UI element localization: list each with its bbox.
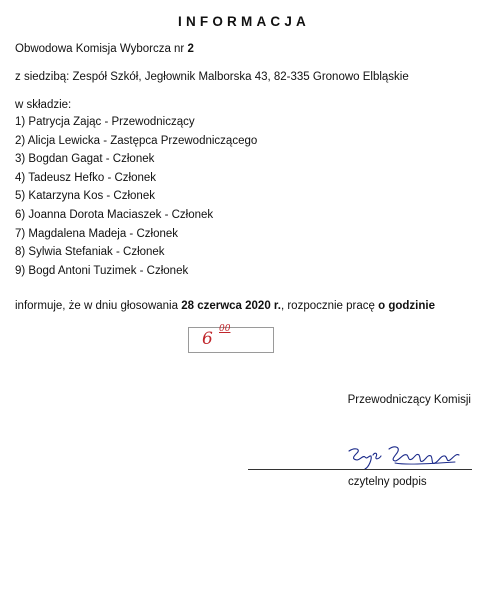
list-item: 9) Bogd Antoni Tuzimek - Członek — [15, 264, 189, 277]
inform-prefix: informuje, że w dniu głosowania — [15, 300, 182, 312]
list-item: 5) Katarzyna Kos - Członek — [15, 190, 155, 203]
inform-suffix: o godzinie — [378, 300, 435, 312]
seat-prefix: z siedzibą: — [15, 71, 73, 83]
seat-line — [15, 71, 409, 83]
commission-number: 2 — [187, 43, 194, 55]
list-item: 4) Tadeusz Hefko - Członek — [15, 171, 157, 184]
start-minutes: 00 — [219, 324, 231, 334]
list-item: 6) Joanna Dorota Maciaszek - Członek — [15, 208, 214, 221]
members-list — [15, 113, 257, 280]
chair-label: Przewodniczący Komisji — [347, 394, 471, 406]
list-item: 2) Alicja Lewicka - Zastępca Przewodniczącego — [15, 134, 258, 147]
inform-line — [15, 300, 435, 312]
composition-label: w składzie: — [15, 99, 72, 111]
document-title: INFORMACJA — [178, 14, 310, 29]
list-item: 3) Bogdan Gagat - Członek — [15, 153, 155, 166]
signature-line — [248, 469, 472, 470]
inform-middle: , rozpocznie pracę — [280, 300, 379, 312]
commission-line — [15, 43, 194, 55]
seat-address: Zespół Szkół, Jegłownik Malborska 43, 82-335 Gronowo Elbląskie — [72, 71, 409, 83]
list-item: 1) Patrycja Zając - Przewodniczący — [15, 116, 195, 128]
commission-prefix: Obwodowa Komisja Wyborcza nr — [15, 43, 188, 55]
list-item: 8) Sylwia Stefaniak - Członek — [15, 246, 165, 259]
signature-caption: czytelny podpis — [348, 476, 427, 488]
vote-date: 28 czerwca 2020 r. — [181, 300, 281, 312]
start-hour: 6 — [202, 329, 213, 349]
list-item: 7) Magdalena Madeja - Członek — [15, 227, 179, 240]
start-time-box — [188, 324, 274, 353]
